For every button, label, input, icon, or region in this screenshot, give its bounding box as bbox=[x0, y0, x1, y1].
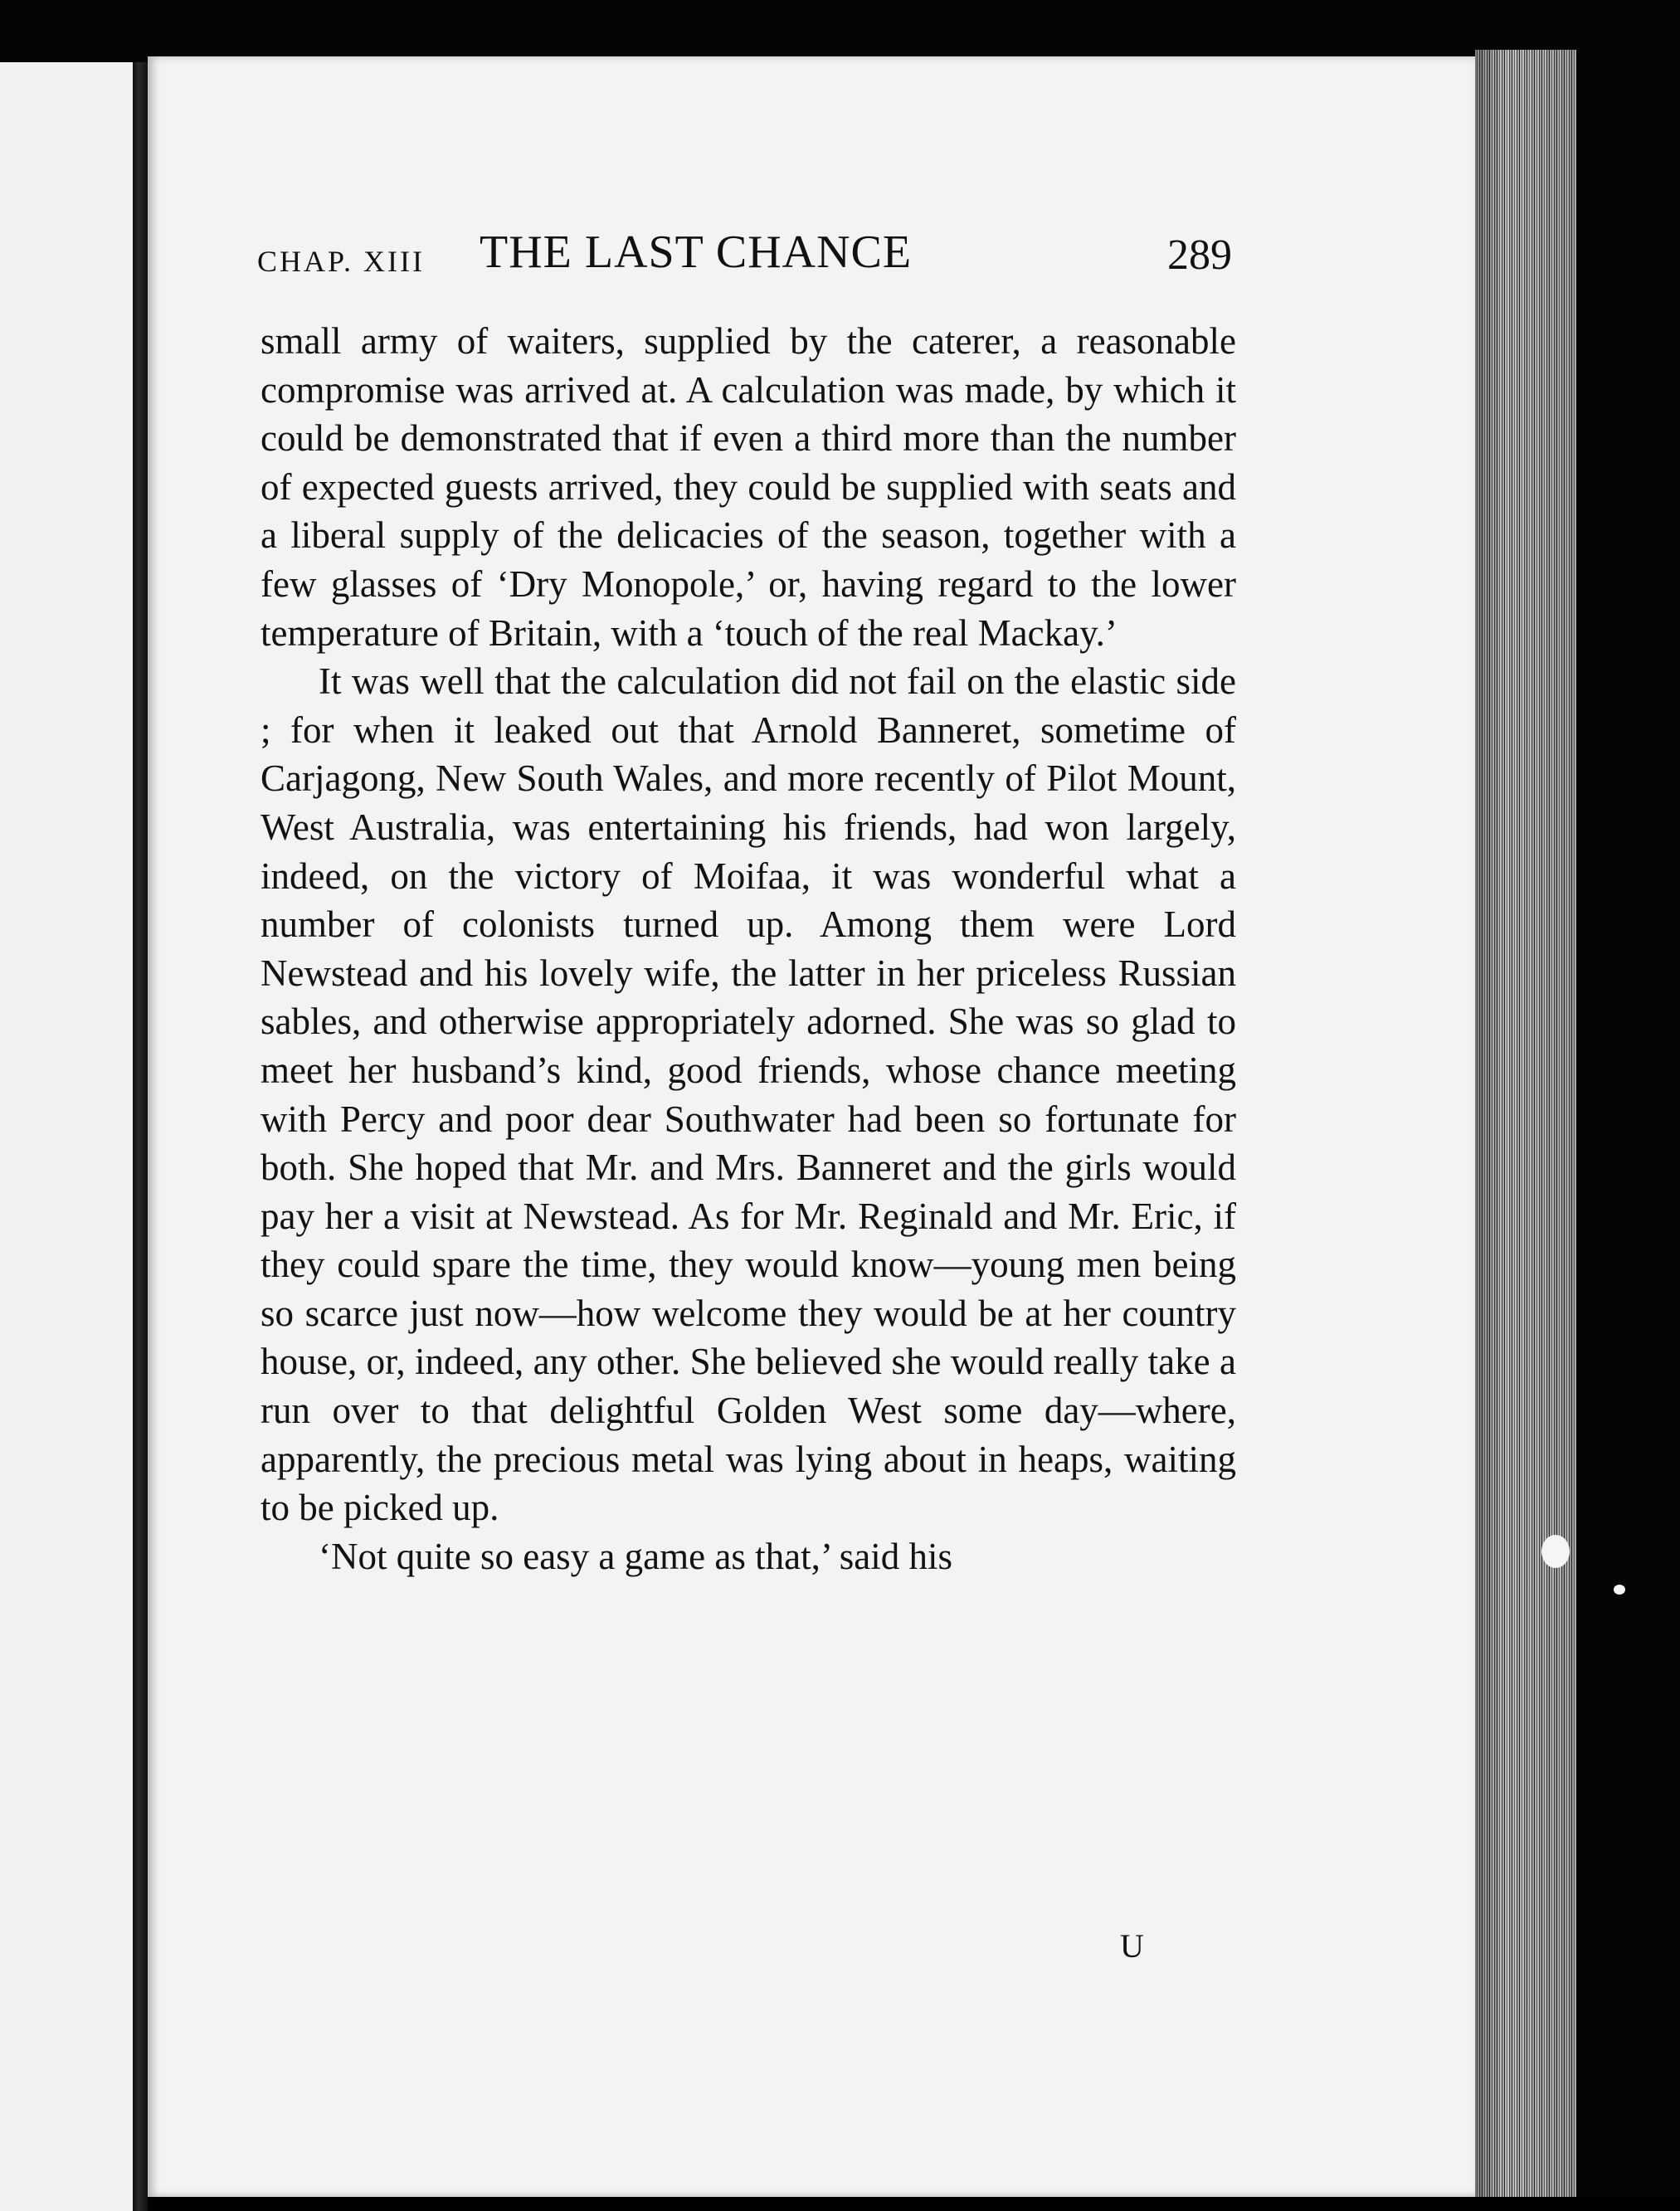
chapter-label: CHAP. XIII bbox=[257, 245, 426, 278]
book-gutter bbox=[133, 62, 148, 2211]
paragraph: small army of waiters, supplied by the caterer, a reasonable compromise was arrived at. A calculation was made, by which it could be demonstrated that if even a third more than the number of expected guests arrived, they could be supplied with seats and a liberal supply of the delicacies of the season, together with a few glasses of ‘Dry Monopole,’ or, having regard to the lower temperature of Britain, with a ‘touch of the real Mackay.’ bbox=[261, 320, 1236, 654]
page-stack-shade bbox=[1475, 50, 1576, 2197]
paragraph: It was well that the calculation did not fail on the elastic side ; for when it leaked out that Arnold Banneret, sometime of Carjagong, New South Wales, and more recently of Pilot Mount, West Australia, was entertaining his friends, had won largely, indeed, on the victory of Moifaa, it was wonderful what a number of colonists turned up. Among them were Lord Newstead and his lovely wife, the latter in her priceless Russian sables, and otherwise appropriately adorned. She was so glad to meet her husband’s kind, good friends, whose chance meeting with Percy and poor dear Southwater had been so fortunate for both. She hoped that Mr. and Mrs. Banneret and the girls would pay her a visit at Newstead. As for Mr. Reginald and Mr. Eric, if they could spare the time, they would know—young men being so scarce just now—how welcome they would be at her country house, or, indeed, any other. She believed she would really take a run over to that delightful Golden West some day—where, apparently, the precious metal was lying about in heaps, waiting to be picked up. bbox=[261, 660, 1236, 1529]
page-number: 289 bbox=[1167, 231, 1232, 279]
paragraph: ‘Not quite so easy a game as that,’ said his bbox=[319, 1535, 952, 1577]
scan-speck bbox=[1541, 1535, 1570, 1568]
facing-page-edge bbox=[0, 62, 133, 2211]
scan-speck bbox=[1614, 1585, 1625, 1595]
running-header bbox=[257, 226, 1232, 284]
signature-mark: U bbox=[1120, 1927, 1144, 1965]
body-text bbox=[261, 317, 1236, 1580]
chapter-title: THE LAST CHANCE bbox=[480, 226, 913, 278]
